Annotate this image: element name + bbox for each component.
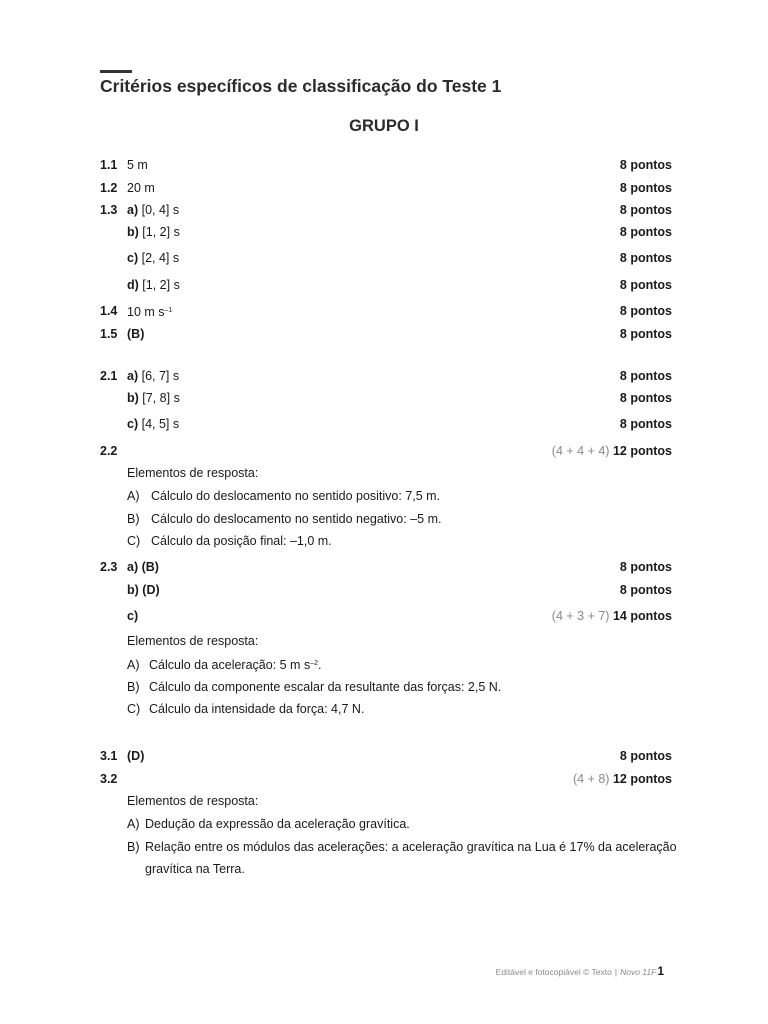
footer-brand: Novo 11F — [620, 967, 657, 977]
item-text: Cálculo do deslocamento no sentido negativo: –5 m. — [151, 512, 442, 526]
answer — [127, 414, 179, 434]
answer-exponent: –1 — [164, 307, 173, 314]
question-row — [0, 200, 768, 220]
element-item — [0, 654, 768, 674]
element-item — [0, 531, 768, 551]
question-row — [0, 557, 768, 577]
score-breakdown: (4 + 4 + 4) — [551, 444, 610, 458]
elements-heading: Elementos de resposta: — [127, 794, 259, 808]
answer — [127, 606, 138, 626]
question-row — [0, 366, 768, 386]
score: 8 pontos — [619, 181, 672, 195]
score: 8 pontos — [619, 391, 672, 405]
answer — [127, 366, 179, 386]
answer — [127, 178, 155, 198]
answer-label: c) — [127, 251, 139, 265]
score — [552, 441, 672, 461]
footer-copyright: Editável e fotocopiável © Texto — [495, 967, 612, 977]
answer-text: (B) — [127, 327, 145, 341]
answer-label: c) — [127, 417, 139, 431]
footer-separator: | — [614, 967, 618, 977]
answer-text: [2, 4] s — [141, 251, 180, 265]
answer-label: c) — [127, 609, 139, 623]
answer — [127, 200, 179, 220]
item-marker: A) — [127, 489, 140, 503]
item-marker: A) — [127, 658, 140, 672]
item-marker: B) — [127, 680, 140, 694]
question-row — [0, 324, 768, 344]
answer — [127, 746, 144, 766]
item-text: Cálculo do deslocamento no sentido positivo: 7,5 m. — [151, 489, 441, 503]
question-row — [0, 222, 768, 242]
question-row — [0, 388, 768, 408]
answer-label: d) — [127, 278, 139, 292]
item-text: Cálculo da intensidade da força: 4,7 N. — [149, 702, 365, 716]
score: 8 pontos — [619, 203, 672, 217]
answer — [127, 248, 179, 268]
item-text: Dedução da expressão da aceleração gravítica. — [145, 817, 410, 831]
question-number: 3.1 — [100, 749, 118, 763]
item-text: gravítica na Terra. — [145, 862, 245, 876]
elements-heading: Elementos de resposta: — [127, 634, 259, 648]
question-row — [0, 414, 768, 434]
answer — [127, 222, 180, 242]
answer — [127, 580, 160, 600]
score: 8 pontos — [619, 278, 672, 292]
score-total: 12 pontos — [612, 444, 672, 458]
question-row — [0, 769, 768, 789]
question-row — [0, 155, 768, 175]
item-text: Cálculo da aceleração: 5 m s — [149, 658, 311, 672]
answer-label: b) — [127, 391, 139, 405]
item-text: Cálculo da posição final: –1,0 m. — [151, 534, 332, 548]
answer-label: a) — [127, 369, 139, 383]
answer-text: [6, 7] s — [141, 369, 180, 383]
question-number: 1.2 — [100, 181, 118, 195]
answer-text: [7, 8] s — [142, 391, 180, 405]
answer-label: b) — [127, 583, 139, 597]
question-number: 2.2 — [100, 444, 118, 458]
score: 8 pontos — [619, 251, 672, 265]
score: 8 pontos — [619, 304, 672, 318]
score: 8 pontos — [619, 417, 672, 431]
group-heading: GRUPO I — [349, 117, 419, 135]
question-row — [0, 746, 768, 766]
elements-heading-row — [0, 631, 768, 651]
question-number: 1.4 — [100, 304, 118, 318]
question-row — [0, 580, 768, 600]
answer — [127, 557, 159, 577]
item-marker: B) — [127, 512, 140, 526]
item-marker: C) — [127, 702, 141, 716]
answer-text: 10 m s — [127, 305, 165, 319]
element-item — [0, 486, 768, 506]
score-breakdown: (4 + 3 + 7) — [551, 609, 610, 623]
score — [573, 769, 672, 789]
element-item — [0, 699, 768, 719]
answer — [127, 275, 180, 295]
score: 8 pontos — [619, 225, 672, 239]
answer-label: a) — [127, 560, 139, 574]
question-row — [0, 178, 768, 198]
elements-heading-row — [0, 791, 768, 811]
answer-label: a) — [127, 203, 139, 217]
page-number: 1 — [657, 964, 664, 978]
item-text-end: . — [318, 658, 322, 672]
question-row — [0, 301, 768, 321]
page-title: Critérios específicos de classificação do Teste 1 — [100, 76, 502, 96]
page-footer — [496, 964, 664, 978]
answer-text: (B) — [141, 560, 159, 574]
element-item — [0, 814, 768, 834]
question-number: 1.3 — [100, 203, 118, 217]
question-row — [0, 606, 768, 626]
item-marker: A) — [127, 817, 140, 831]
question-number: 3.2 — [100, 772, 118, 786]
score-total: 12 pontos — [612, 772, 672, 786]
score: 8 pontos — [619, 749, 672, 763]
score: 8 pontos — [619, 560, 672, 574]
element-item — [0, 677, 768, 697]
element-item — [0, 837, 768, 857]
item-marker: C) — [127, 534, 141, 548]
answer-text: [1, 2] s — [142, 278, 180, 292]
answer — [127, 388, 180, 408]
score: 8 pontos — [619, 158, 672, 172]
question-number: 2.1 — [100, 369, 118, 383]
question-number: 1.1 — [100, 158, 118, 172]
element-item — [0, 509, 768, 529]
answer-text: (D) — [127, 749, 145, 763]
answer-text: 5 m — [127, 158, 148, 172]
elements-heading: Elementos de resposta: — [127, 466, 259, 480]
answer-text: (D) — [142, 583, 160, 597]
score: 8 pontos — [619, 327, 672, 341]
answer — [127, 301, 172, 322]
item-text: Relação entre os módulos das acelerações: a aceleração gravítica na Lua é 17% da aceleração — [145, 840, 677, 854]
answer-text: [1, 2] s — [142, 225, 180, 239]
answer — [127, 324, 144, 344]
score-breakdown: (4 + 8) — [572, 772, 610, 786]
item-text: Cálculo da componente escalar da resultante das forças: 2,5 N. — [149, 680, 502, 694]
answer — [127, 155, 148, 175]
question-row — [0, 275, 768, 295]
score-total: 14 pontos — [612, 609, 672, 623]
answer-text: [0, 4] s — [141, 203, 180, 217]
elements-heading-row — [0, 463, 768, 483]
score: 8 pontos — [619, 583, 672, 597]
score: 8 pontos — [619, 369, 672, 383]
question-number: 1.5 — [100, 327, 118, 341]
question-row — [0, 248, 768, 268]
question-number: 2.3 — [100, 560, 118, 574]
item-marker: B) — [127, 840, 140, 854]
score — [552, 606, 672, 626]
answer-text: 20 m — [127, 181, 155, 195]
item-exponent: –2 — [310, 660, 318, 667]
answer-text: [4, 5] s — [141, 417, 180, 431]
answer-label: b) — [127, 225, 139, 239]
element-item-continuation — [0, 859, 768, 879]
question-row — [0, 441, 768, 461]
header-rule — [100, 70, 132, 73]
